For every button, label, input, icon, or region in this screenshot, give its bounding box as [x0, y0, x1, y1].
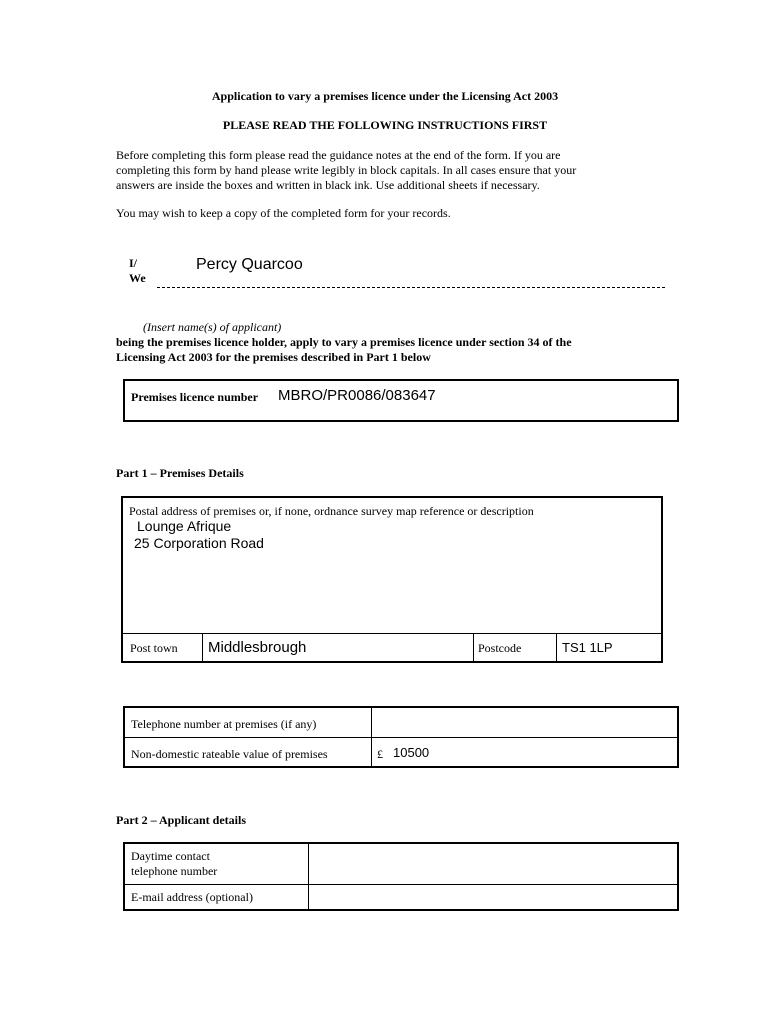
daytime-label-line-1: Daytime contact — [131, 849, 210, 863]
statement-line-2: Licensing Act 2003 for the premises described in Part 1 below — [116, 350, 431, 364]
address-box — [121, 496, 663, 663]
label-i: I/ — [129, 256, 138, 270]
intro-line-1: Before completing this form please read the guidance notes at the end of the form. If you are — [116, 148, 561, 162]
table-row-divider — [125, 737, 677, 738]
telephone-field[interactable] — [379, 715, 669, 733]
postcode-value-divider — [556, 633, 557, 661]
postcode-label-divider — [473, 633, 474, 661]
post-town-field[interactable]: Middlesbrough — [208, 639, 307, 656]
part1-heading: Part 1 – Premises Details — [116, 466, 244, 480]
applicant-name-field[interactable]: Percy Quarcoo — [196, 256, 303, 273]
daytime-label-line-2: telephone number — [131, 864, 218, 878]
rateable-label: Non-domestic rateable value of premises — [131, 747, 328, 761]
applicant-statement — [116, 335, 572, 365]
applicant-details-table — [123, 842, 679, 911]
intro-line-3: answers are inside the boxes and written in black ink. Use additional sheets if necessary. — [116, 178, 540, 192]
premises-contact-table — [123, 706, 679, 768]
details-column-divider — [308, 844, 309, 909]
address-label: Postal address of premises or, if none, ordnance survey map reference or description — [129, 504, 534, 518]
intro-paragraph — [116, 148, 576, 193]
telephone-label: Telephone number at premises (if any) — [131, 717, 317, 731]
daytime-phone-label — [131, 849, 217, 879]
post-town-row-divider — [123, 633, 661, 634]
form-title: Application to vary a premises licence under the Licensing Act 2003 — [211, 89, 559, 103]
table-column-divider — [371, 708, 372, 766]
licence-number-box — [123, 379, 679, 422]
daytime-phone-field[interactable] — [315, 852, 671, 878]
address-line-1-field[interactable]: Lounge Afrique — [137, 518, 232, 534]
postcode-label: Postcode — [478, 641, 522, 655]
postcode-field[interactable]: TS1 1LP — [562, 640, 613, 655]
intro-line-2: completing this form by hand please write legibly in block capitals. In all cases ensure that your — [116, 163, 577, 177]
label-we: We — [129, 271, 146, 285]
statement-line-1: being the premises licence holder, apply to vary a premises licence under section 34 of the — [116, 335, 572, 349]
address-line-2-field[interactable]: 25 Corporation Road — [134, 535, 264, 551]
email-field[interactable] — [315, 889, 671, 907]
licence-number-field[interactable]: MBRO/PR0086/083647 — [278, 387, 436, 404]
keep-copy-note: You may wish to keep a copy of the completed form for your records. — [116, 206, 451, 220]
post-town-label: Post town — [130, 641, 178, 655]
currency-symbol: £ — [377, 747, 383, 761]
licence-number-label: Premises licence number — [131, 390, 259, 404]
name-underline — [157, 287, 665, 288]
details-row-divider — [125, 884, 677, 885]
insert-names-hint: (Insert name(s) of applicant) — [143, 320, 282, 334]
email-label: E-mail address (optional) — [131, 890, 253, 904]
post-town-divider — [202, 633, 203, 661]
instructions-heading: PLEASE READ THE FOLLOWING INSTRUCTIONS FIRST — [222, 118, 548, 132]
rateable-value-field[interactable]: 10500 — [393, 745, 430, 760]
part2-heading: Part 2 – Applicant details — [116, 813, 247, 827]
